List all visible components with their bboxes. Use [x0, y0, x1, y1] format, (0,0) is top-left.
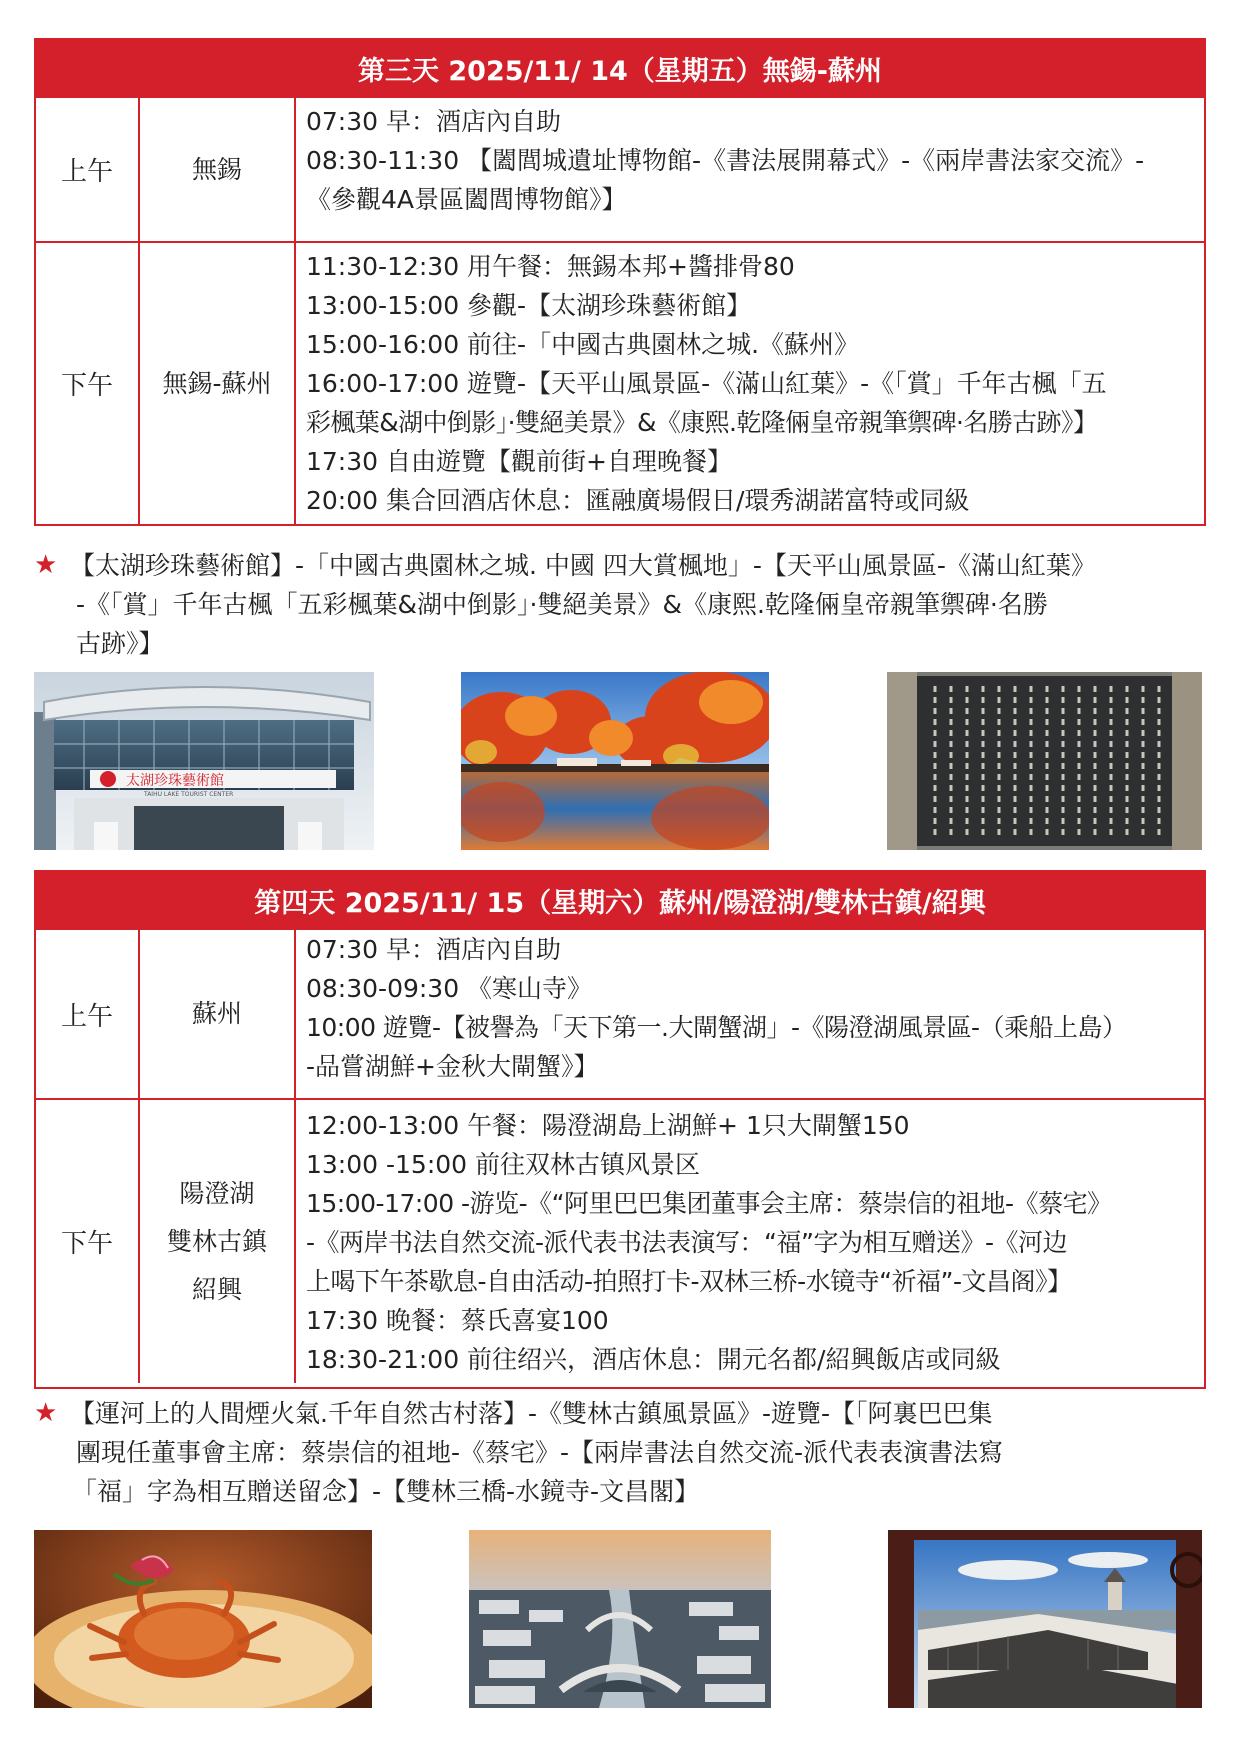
- day3-morning-period: 上午: [36, 98, 140, 241]
- photo-hairy-crab-dish: [34, 1530, 372, 1708]
- photo-ancient-town-rooftops: [888, 1530, 1202, 1708]
- day3-morning-place: 無錫: [140, 98, 296, 241]
- day4-morning-row: [36, 928, 1204, 1098]
- note-line: 古跡》】: [76, 629, 164, 658]
- day4-afternoon-place: [140, 1100, 296, 1383]
- day3-morning-schedule: [296, 98, 1204, 241]
- day3-table: [34, 38, 1206, 526]
- schedule-line: 12:00-13:00 午餐：陽澄湖島上湖鮮+ 1只大閘蟹150: [306, 1111, 910, 1140]
- schedule-line: 11:30-12:30 用午餐：無錫本邦+醬排骨80: [306, 252, 795, 281]
- note-line: 【太湖珍珠藝術館】-「中國古典園林之城. 中國 四大賞楓地」-【天平山風景區-《滿山紅葉》: [70, 551, 1096, 580]
- day4-morning-period: 上午: [36, 930, 140, 1098]
- place-line: 陽澄湖: [179, 1178, 255, 1208]
- star-icon: ★: [34, 1398, 58, 1428]
- note-line: -《「賞」千年古楓「五彩楓葉&湖中倒影」·雙絕美景》&《康熙.乾隆倆皇帝親筆禦碑·名勝: [76, 590, 1048, 619]
- star-icon: ★: [34, 550, 58, 580]
- photo-pearl-art-museum: [34, 672, 374, 850]
- schedule-line: 07:30 早：酒店內自助: [306, 107, 561, 136]
- schedule-line: 彩楓葉&湖中倒影」·雙絕美景》&《康熙.乾隆倆皇帝親筆禦碑·名勝古跡》】: [306, 408, 1098, 437]
- day4-table: [34, 870, 1206, 1389]
- day3-afternoon-place: 無錫-蘇州: [140, 243, 296, 524]
- place-line: 雙林古鎮: [166, 1226, 267, 1256]
- day4-highlight-note: [34, 1394, 1206, 1511]
- schedule-line: 18:30-21:00 前往绍兴，酒店休息：開元名都/紹興飯店或同級: [306, 1345, 1001, 1374]
- schedule-line: 10:00 遊覽-【被譽為「天下第一.大閘蟹湖」-《陽澄湖風景區-（乘船上島）: [306, 1013, 1127, 1042]
- note-line: 「福」字為相互贈送留念】-【雙林三橋-水鏡寺-文昌閣】: [72, 1477, 700, 1506]
- schedule-line: 13:00-15:00 參觀-【太湖珍珠藝術館】: [306, 291, 752, 320]
- day3-afternoon-schedule: [296, 243, 1204, 524]
- day4-morning-schedule: [296, 930, 1204, 1098]
- day3-afternoon-row: [36, 241, 1204, 524]
- schedule-line: -品嘗湖鮮+金秋大閘蟹》】: [306, 1052, 599, 1081]
- schedule-line: 16:00-17:00 遊覽-【天平山風景區-《滿山紅葉》-《「賞」千年古楓「五: [306, 369, 1107, 398]
- day3-morning-row: [36, 96, 1204, 241]
- schedule-line: -《两岸书法自然交流-派代表书法表演写：“福”字为相互赠送》-《河边: [306, 1228, 1067, 1257]
- photo-shuanglin-canal-bridges: [469, 1530, 771, 1708]
- museum-sign-text: 太湖珍珠藝術館: [126, 773, 224, 789]
- museum-sign-subtext: TAIHU LAKE TOURIST CENTER: [144, 791, 234, 798]
- schedule-line: 08:30-09:30 《寒山寺》: [306, 974, 593, 1003]
- schedule-line: 07:30 早：酒店內自助: [306, 935, 561, 964]
- schedule-line: 上喝下午茶歇息-自由活动-拍照打卡-双林三桥-水镜寺“祈福”-文昌阁》】: [306, 1267, 1072, 1296]
- schedule-line: 20:00 集合回酒店休息：匯融廣場假日/環秀湖諾富特或同級: [306, 486, 970, 515]
- day3-header: 第三天 2025/11/ 14（星期五）無錫-蘇州: [36, 40, 1204, 96]
- schedule-line: 《參觀4A景區闔閭博物館》】: [306, 185, 627, 214]
- day4-afternoon-row: [36, 1098, 1204, 1383]
- schedule-line: 08:30-11:30 【闔閭城遺址博物館-《書法展開幕式》-《兩岸書法家交流》-: [306, 146, 1145, 175]
- schedule-line: 15:00-17:00 -游览-《“阿里巴巴集团董事会主席：蔡崇信的祖地-《蔡宅》: [306, 1189, 1112, 1218]
- schedule-line: 17:30 自由遊覽【觀前街+自理晚餐】: [306, 447, 732, 476]
- note-line: 【運河上的人間煙火氣.千年自然古村落】-《雙林古鎮風景區》-遊覽-【「阿裏巴巴集: [70, 1399, 993, 1428]
- photo-tianping-red-maples: [461, 672, 769, 850]
- day4-afternoon-schedule: [296, 1100, 1204, 1383]
- place-line: 紹興: [191, 1274, 242, 1304]
- note-line: 團現任董事會主席：蔡崇信的祖地-《蔡宅》-【兩岸書法自然交流-派代表表演書法寫: [76, 1438, 1004, 1467]
- day3-afternoon-period: 下午: [36, 243, 140, 524]
- day4-header: 第四天 2025/11/ 15（星期六）蘇州/陽澄湖/雙林古鎮/紹興: [36, 872, 1204, 928]
- photo-imperial-stele: [887, 672, 1202, 850]
- schedule-line: 17:30 晚餐：蔡氏喜宴100: [306, 1306, 609, 1335]
- day3-highlight-note: [34, 546, 1206, 663]
- schedule-line: 13:00 -15:00 前往双林古镇风景区: [306, 1150, 701, 1179]
- day4-afternoon-period: 下午: [36, 1100, 140, 1383]
- day4-morning-place: 蘇州: [140, 930, 296, 1098]
- schedule-line: 15:00-16:00 前往-「中國古典園林之城.《蘇州》: [306, 330, 860, 359]
